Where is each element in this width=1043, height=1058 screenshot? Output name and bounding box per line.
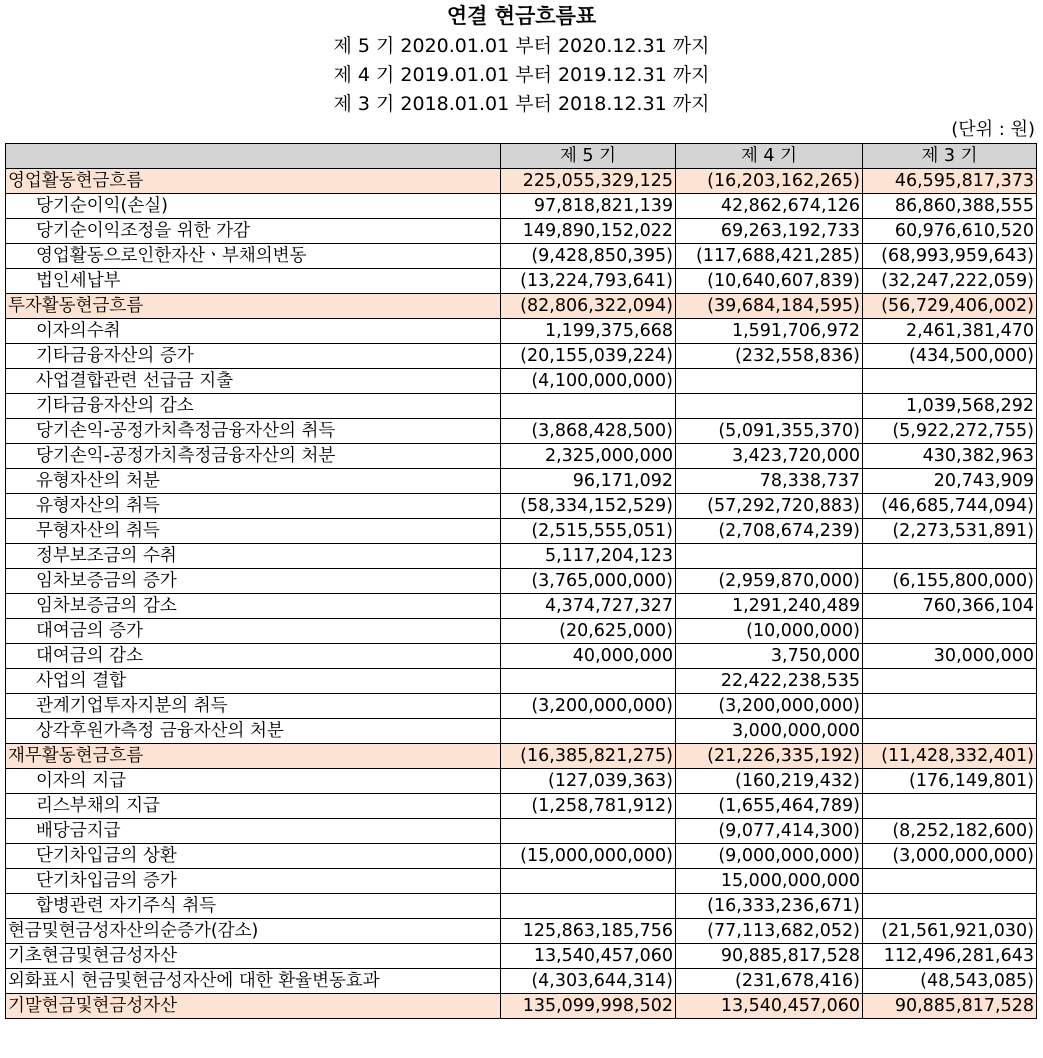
row-label: 법인세납부 xyxy=(6,269,501,294)
table-row xyxy=(6,694,1037,719)
row-label: 현금및현금성자산의순증가(감소) xyxy=(6,919,501,944)
table-row xyxy=(6,769,1037,794)
value-period-4 xyxy=(676,369,863,394)
table-row xyxy=(6,669,1037,694)
row-label: 이자의수취 xyxy=(6,319,501,344)
cash-flow-table xyxy=(5,143,1037,1019)
row-label: 임차보증금의 감소 xyxy=(6,594,501,619)
value-period-3: (6,155,800,000) xyxy=(863,569,1037,594)
value-period-4: (57,292,720,883) xyxy=(676,494,863,519)
value-period-4 xyxy=(676,394,863,419)
value-period-3 xyxy=(863,869,1037,894)
value-period-4: 69,263,192,733 xyxy=(676,219,863,244)
period-line-5: 제 5 기 2020.01.01 부터 2020.12.31 까지 xyxy=(333,35,710,57)
value-period-4: 13,540,457,060 xyxy=(676,994,863,1019)
value-period-5: 125,863,185,756 xyxy=(501,919,676,944)
value-period-3: (21,561,921,030) xyxy=(863,919,1037,944)
table-row xyxy=(6,994,1037,1019)
value-period-5 xyxy=(501,819,676,844)
value-period-5: (127,039,363) xyxy=(501,769,676,794)
value-period-4: (231,678,416) xyxy=(676,969,863,994)
value-period-4: (10,000,000) xyxy=(676,619,863,644)
table-row xyxy=(6,294,1037,319)
row-label: 당기순이익(손실) xyxy=(6,194,501,219)
value-period-5 xyxy=(501,394,676,419)
row-label: 임차보증금의 증가 xyxy=(6,569,501,594)
table-row xyxy=(6,894,1037,919)
row-label: 유형자산의 취득 xyxy=(6,494,501,519)
value-period-5: (3,868,428,500) xyxy=(501,419,676,444)
table-row xyxy=(6,819,1037,844)
value-period-4: (117,688,421,285) xyxy=(676,244,863,269)
table-row xyxy=(6,519,1037,544)
row-label: 외화표시 현금및현금성자산에 대한 환율변동효과 xyxy=(6,969,501,994)
value-period-4: (77,113,682,052) xyxy=(676,919,863,944)
row-label: 당기순이익조정을 위한 가감 xyxy=(6,219,501,244)
table-row xyxy=(6,444,1037,469)
value-period-5: 225,055,329,125 xyxy=(501,169,676,194)
value-period-3: (11,428,332,401) xyxy=(863,744,1037,769)
value-period-4: (9,000,000,000) xyxy=(676,844,863,869)
value-period-4: (16,333,236,671) xyxy=(676,894,863,919)
value-period-3: 90,885,817,528 xyxy=(863,994,1037,1019)
value-period-5: 5,117,204,123 xyxy=(501,544,676,569)
value-period-5: (4,303,644,314) xyxy=(501,969,676,994)
value-period-5 xyxy=(501,669,676,694)
value-period-5 xyxy=(501,719,676,744)
table-row xyxy=(6,944,1037,969)
table-row xyxy=(6,844,1037,869)
value-period-5: 135,099,998,502 xyxy=(501,994,676,1019)
row-label: 단기차입금의 상환 xyxy=(6,844,501,869)
row-label: 상각후원가측정 금융자산의 처분 xyxy=(6,719,501,744)
row-label: 기말현금및현금성자산 xyxy=(6,994,501,1019)
row-label: 리스부채의 지급 xyxy=(6,794,501,819)
table-row xyxy=(6,544,1037,569)
period-line-4: 제 4 기 2019.01.01 부터 2019.12.31 까지 xyxy=(333,64,710,86)
value-period-3: (32,247,222,059) xyxy=(863,269,1037,294)
value-period-5: (16,385,821,275) xyxy=(501,744,676,769)
row-label: 단기차입금의 증가 xyxy=(6,869,501,894)
table-row xyxy=(6,269,1037,294)
value-period-4: 3,000,000,000 xyxy=(676,719,863,744)
value-period-3: (2,273,531,891) xyxy=(863,519,1037,544)
table-row xyxy=(6,869,1037,894)
value-period-3: (176,149,801) xyxy=(863,769,1037,794)
value-period-3: (3,000,000,000) xyxy=(863,844,1037,869)
value-period-4: (2,959,870,000) xyxy=(676,569,863,594)
header-period-3: 제 3 기 xyxy=(863,144,1037,169)
value-period-4: (9,077,414,300) xyxy=(676,819,863,844)
value-period-3 xyxy=(863,669,1037,694)
value-period-5: (3,765,000,000) xyxy=(501,569,676,594)
row-label: 사업의 결합 xyxy=(6,669,501,694)
table-row xyxy=(6,594,1037,619)
row-label: 사업결합관련 선급금 지출 xyxy=(6,369,501,394)
value-period-4: (16,203,162,265) xyxy=(676,169,863,194)
row-label: 영업활동으로인한자산ㆍ부채의변동 xyxy=(6,244,501,269)
value-period-4: (3,200,000,000) xyxy=(676,694,863,719)
value-period-4: 3,750,000 xyxy=(676,644,863,669)
value-period-3: (68,993,959,643) xyxy=(863,244,1037,269)
value-period-5: 97,818,821,139 xyxy=(501,194,676,219)
table-row xyxy=(6,394,1037,419)
value-period-4: 1,291,240,489 xyxy=(676,594,863,619)
value-period-5: (20,155,039,224) xyxy=(501,344,676,369)
unit-label: (단위 : 원) xyxy=(951,119,1035,140)
value-period-4: 1,591,706,972 xyxy=(676,319,863,344)
row-label: 대여금의 감소 xyxy=(6,644,501,669)
value-period-4: 78,338,737 xyxy=(676,469,863,494)
value-period-3: (5,922,272,755) xyxy=(863,419,1037,444)
table-row xyxy=(6,469,1037,494)
row-label: 투자활동현금흐름 xyxy=(6,294,501,319)
row-label: 유형자산의 처분 xyxy=(6,469,501,494)
value-period-5: 1,199,375,668 xyxy=(501,319,676,344)
value-period-3 xyxy=(863,544,1037,569)
row-label: 당기손익-공정가치측정금융자산의 취득 xyxy=(6,419,501,444)
value-period-3: 30,000,000 xyxy=(863,644,1037,669)
table-row xyxy=(6,719,1037,744)
value-period-4: (160,219,432) xyxy=(676,769,863,794)
row-label: 기초현금및현금성자산 xyxy=(6,944,501,969)
row-label: 합병관련 자기주식 취득 xyxy=(6,894,501,919)
value-period-3: 2,461,381,470 xyxy=(863,319,1037,344)
row-label: 이자의 지급 xyxy=(6,769,501,794)
row-label: 당기손익-공정가치측정금융자산의 처분 xyxy=(6,444,501,469)
table-row xyxy=(6,919,1037,944)
row-label: 대여금의 증가 xyxy=(6,619,501,644)
statement-title: 연결 현금흐름표 xyxy=(446,4,597,28)
value-period-5: (13,224,793,641) xyxy=(501,269,676,294)
value-period-5 xyxy=(501,894,676,919)
table-row xyxy=(6,419,1037,444)
value-period-3: 20,743,909 xyxy=(863,469,1037,494)
table-row xyxy=(6,644,1037,669)
table-row xyxy=(6,319,1037,344)
value-period-4: 42,862,674,126 xyxy=(676,194,863,219)
value-period-3: 60,976,610,520 xyxy=(863,219,1037,244)
value-period-3 xyxy=(863,619,1037,644)
value-period-4: (21,226,335,192) xyxy=(676,744,863,769)
header-item xyxy=(6,144,501,169)
value-period-3: 46,595,817,373 xyxy=(863,169,1037,194)
value-period-3: (48,543,085) xyxy=(863,969,1037,994)
header-period-4: 제 4 기 xyxy=(676,144,863,169)
header-row xyxy=(6,144,1037,169)
value-period-4: (232,558,836) xyxy=(676,344,863,369)
header-period-5: 제 5 기 xyxy=(501,144,676,169)
table-body xyxy=(6,169,1037,1019)
value-period-4 xyxy=(676,544,863,569)
value-period-4: (2,708,674,239) xyxy=(676,519,863,544)
table-row xyxy=(6,569,1037,594)
period-line-3: 제 3 기 2018.01.01 부터 2018.12.31 까지 xyxy=(333,93,710,115)
value-period-4: 90,885,817,528 xyxy=(676,944,863,969)
value-period-4: (10,640,607,839) xyxy=(676,269,863,294)
table-row xyxy=(6,194,1037,219)
value-period-5: 4,374,727,327 xyxy=(501,594,676,619)
value-period-3: (8,252,182,600) xyxy=(863,819,1037,844)
value-period-5: (2,515,555,051) xyxy=(501,519,676,544)
value-period-5: (82,806,322,094) xyxy=(501,294,676,319)
table-row xyxy=(6,344,1037,369)
table-row xyxy=(6,619,1037,644)
value-period-4: (39,684,184,595) xyxy=(676,294,863,319)
row-label: 무형자산의 취득 xyxy=(6,519,501,544)
value-period-3: 760,366,104 xyxy=(863,594,1037,619)
row-label: 관계기업투자지분의 취득 xyxy=(6,694,501,719)
value-period-3 xyxy=(863,894,1037,919)
row-label: 기타금융자산의 감소 xyxy=(6,394,501,419)
value-period-5: (3,200,000,000) xyxy=(501,694,676,719)
table-row xyxy=(6,794,1037,819)
row-label: 배당금지급 xyxy=(6,819,501,844)
table-row xyxy=(6,969,1037,994)
value-period-5: (15,000,000,000) xyxy=(501,844,676,869)
value-period-5: (1,258,781,912) xyxy=(501,794,676,819)
table-row xyxy=(6,219,1037,244)
value-period-5: (58,334,152,529) xyxy=(501,494,676,519)
value-period-4: 22,422,238,535 xyxy=(676,669,863,694)
value-period-5: (4,100,000,000) xyxy=(501,369,676,394)
value-period-4: (5,091,355,370) xyxy=(676,419,863,444)
row-label: 기타금융자산의 증가 xyxy=(6,344,501,369)
value-period-5: 40,000,000 xyxy=(501,644,676,669)
table-row xyxy=(6,369,1037,394)
value-period-5 xyxy=(501,869,676,894)
value-period-3 xyxy=(863,694,1037,719)
value-period-3: 430,382,963 xyxy=(863,444,1037,469)
value-period-5: 2,325,000,000 xyxy=(501,444,676,469)
value-period-5: 149,890,152,022 xyxy=(501,219,676,244)
value-period-3: 86,860,388,555 xyxy=(863,194,1037,219)
value-period-4: 15,000,000,000 xyxy=(676,869,863,894)
value-period-3: (56,729,406,002) xyxy=(863,294,1037,319)
table-row xyxy=(6,494,1037,519)
value-period-3 xyxy=(863,369,1037,394)
row-label: 재무활동현금흐름 xyxy=(6,744,501,769)
value-period-3: 112,496,281,643 xyxy=(863,944,1037,969)
value-period-3: (434,500,000) xyxy=(863,344,1037,369)
value-period-4: (1,655,464,789) xyxy=(676,794,863,819)
value-period-3 xyxy=(863,719,1037,744)
value-period-5: 13,540,457,060 xyxy=(501,944,676,969)
value-period-3: (46,685,744,094) xyxy=(863,494,1037,519)
value-period-3: 1,039,568,292 xyxy=(863,394,1037,419)
row-label: 영업활동현금흐름 xyxy=(6,169,501,194)
value-period-5: (9,428,850,395) xyxy=(501,244,676,269)
value-period-5: 96,171,092 xyxy=(501,469,676,494)
value-period-4: 3,423,720,000 xyxy=(676,444,863,469)
table-row xyxy=(6,169,1037,194)
row-label: 정부보조금의 수취 xyxy=(6,544,501,569)
value-period-5: (20,625,000) xyxy=(501,619,676,644)
table-row xyxy=(6,744,1037,769)
value-period-3 xyxy=(863,794,1037,819)
table-row xyxy=(6,244,1037,269)
